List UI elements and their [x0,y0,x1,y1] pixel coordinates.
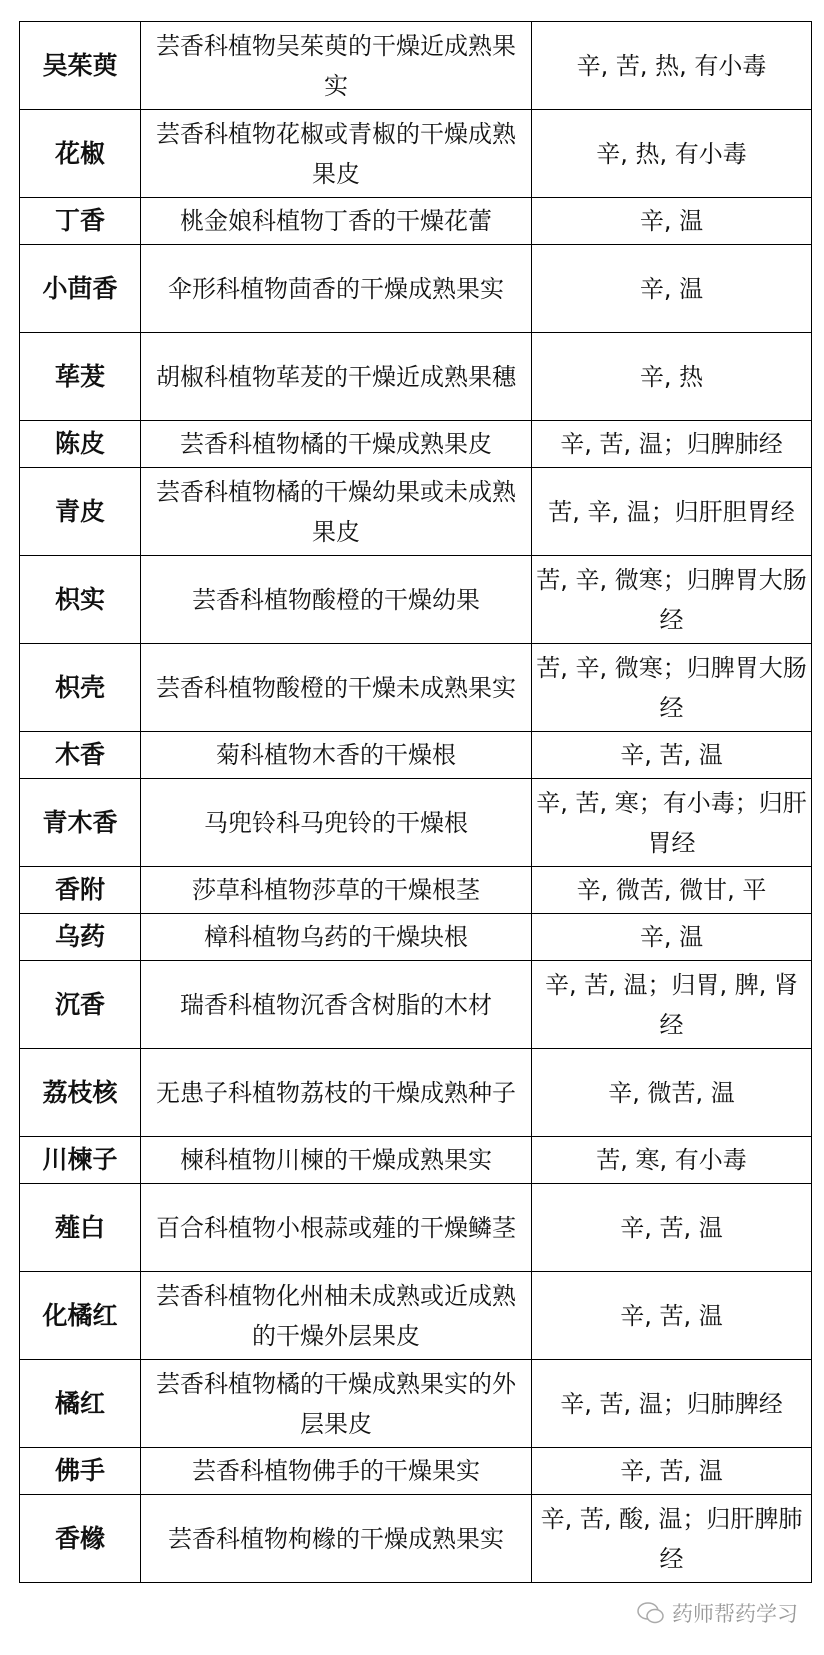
table-row [20,914,812,961]
herb-property-cell: 苦, 辛, 温；归肝胆胃经 [532,468,812,556]
herb-property-cell: 辛, 苦, 酸, 温；归肝脾肺经 [532,1495,812,1583]
herb-name-cell: 荔枝核 [20,1049,141,1137]
table-row [20,779,812,867]
herb-table [19,21,812,1583]
herb-property-cell: 辛, 苦, 温；归胃, 脾, 肾经 [532,961,812,1049]
herb-source-cell: 瑞香科植物沉香含树脂的木材 [141,961,532,1049]
watermark-text: 药师帮药学习 [672,1602,798,1626]
herb-property-cell: 苦, 辛, 微寒；归脾胃大肠经 [532,644,812,732]
table-row [20,468,812,556]
herb-property-cell: 辛, 苦, 温 [532,1448,812,1495]
herb-name-cell: 陈皮 [20,421,141,468]
table-row [20,421,812,468]
herb-source-cell: 芸香科植物橘的干燥成熟果实的外层果皮 [141,1360,532,1448]
herb-property-cell: 辛, 苦, 温 [532,1184,812,1272]
herb-source-cell: 桃金娘科植物丁香的干燥花蕾 [141,198,532,245]
table-row [20,110,812,198]
herb-source-cell: 芸香科植物酸橙的干燥幼果 [141,556,532,644]
herb-property-cell: 辛, 苦, 温 [532,732,812,779]
herb-property-cell: 辛, 温 [532,198,812,245]
herb-name-cell: 乌药 [20,914,141,961]
herb-source-cell: 芸香科植物花椒或青椒的干燥成熟果皮 [141,110,532,198]
herb-name-cell: 小茴香 [20,245,141,333]
table-row [20,1272,812,1360]
herb-name-cell: 花椒 [20,110,141,198]
herb-name-cell: 枳实 [20,556,141,644]
herb-source-cell: 伞形科植物茴香的干燥成熟果实 [141,245,532,333]
herb-name-cell: 川楝子 [20,1137,141,1184]
herb-name-cell: 香附 [20,867,141,914]
herb-property-cell: 辛, 苦, 温；归肺脾经 [532,1360,812,1448]
table-row [20,1184,812,1272]
watermark [636,1598,798,1628]
herb-name-cell: 沉香 [20,961,141,1049]
table-row [20,1448,812,1495]
table-row [20,333,812,421]
herb-source-cell: 芸香科植物吴茱萸的干燥近成熟果实 [141,22,532,110]
herb-name-cell: 荜茇 [20,333,141,421]
herb-property-cell: 辛, 微苦, 温 [532,1049,812,1137]
herb-name-cell: 佛手 [20,1448,141,1495]
herb-name-cell: 吴茱萸 [20,22,141,110]
herb-name-cell: 木香 [20,732,141,779]
wechat-icon [636,1600,666,1626]
table-row [20,732,812,779]
table-row [20,198,812,245]
herb-source-cell: 菊科植物木香的干燥根 [141,732,532,779]
herb-source-cell: 芸香科植物化州柚未成熟或近成熟的干燥外层果皮 [141,1272,532,1360]
herb-name-cell: 枳壳 [20,644,141,732]
herb-source-cell: 胡椒科植物荜茇的干燥近成熟果穗 [141,333,532,421]
herb-source-cell: 楝科植物川楝的干燥成熟果实 [141,1137,532,1184]
herb-property-cell: 辛, 苦, 温；归脾肺经 [532,421,812,468]
table-row [20,1360,812,1448]
herb-name-cell: 青木香 [20,779,141,867]
herb-property-cell: 辛, 苦, 温 [532,1272,812,1360]
herb-source-cell: 樟科植物乌药的干燥块根 [141,914,532,961]
herb-property-cell: 辛, 苦, 寒；有小毒；归肝胃经 [532,779,812,867]
herb-source-cell: 莎草科植物莎草的干燥根茎 [141,867,532,914]
herb-property-cell: 辛, 温 [532,245,812,333]
herb-source-cell: 百合科植物小根蒜或薤的干燥鳞茎 [141,1184,532,1272]
table-row [20,22,812,110]
herb-name-cell: 薤白 [20,1184,141,1272]
herb-source-cell: 芸香科植物酸橙的干燥未成熟果实 [141,644,532,732]
herb-name-cell: 化橘红 [20,1272,141,1360]
herb-property-cell: 辛, 苦, 热, 有小毒 [532,22,812,110]
herb-source-cell: 芸香科植物枸橼的干燥成熟果实 [141,1495,532,1583]
herb-property-cell: 苦, 辛, 微寒；归脾胃大肠经 [532,556,812,644]
table-row [20,1137,812,1184]
table-row [20,867,812,914]
table-row [20,961,812,1049]
table-row [20,245,812,333]
herb-property-cell: 辛, 温 [532,914,812,961]
herb-property-cell: 辛, 热, 有小毒 [532,110,812,198]
herb-property-cell: 苦, 寒, 有小毒 [532,1137,812,1184]
herb-source-cell: 马兜铃科马兜铃的干燥根 [141,779,532,867]
herb-name-cell: 橘红 [20,1360,141,1448]
herb-source-cell: 芸香科植物佛手的干燥果实 [141,1448,532,1495]
table-row [20,644,812,732]
herb-source-cell: 芸香科植物橘的干燥成熟果皮 [141,421,532,468]
herb-property-cell: 辛, 热 [532,333,812,421]
herb-name-cell: 香橼 [20,1495,141,1583]
table-row [20,556,812,644]
herb-source-cell: 无患子科植物荔枝的干燥成熟种子 [141,1049,532,1137]
herb-property-cell: 辛, 微苦, 微甘, 平 [532,867,812,914]
herb-name-cell: 青皮 [20,468,141,556]
herb-source-cell: 芸香科植物橘的干燥幼果或未成熟果皮 [141,468,532,556]
table-row [20,1049,812,1137]
herb-name-cell: 丁香 [20,198,141,245]
table-row [20,1495,812,1583]
